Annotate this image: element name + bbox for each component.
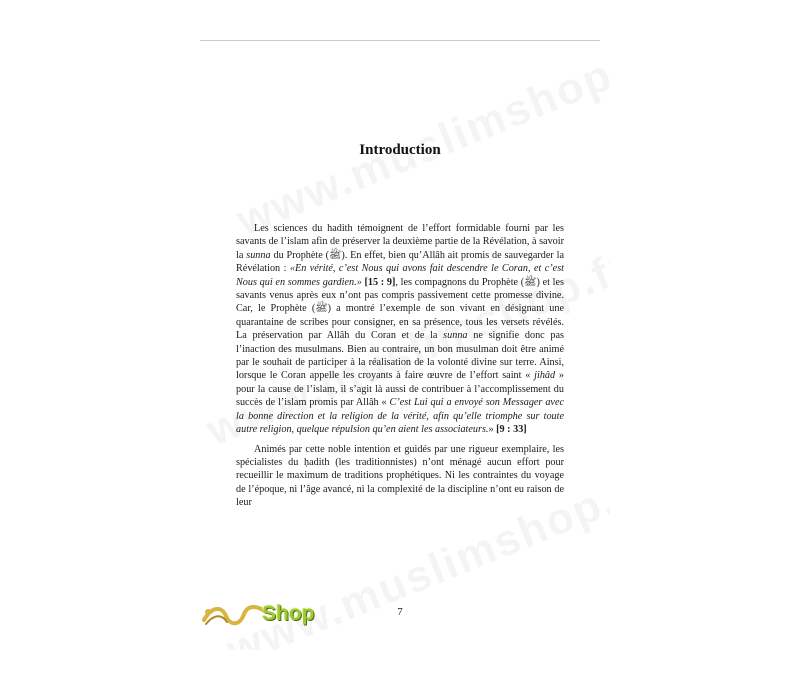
- italic-text: sunna: [443, 330, 468, 342]
- page-title: Introduction: [359, 142, 441, 158]
- text-run: du Prophète (ﷺ). En effet, bien qu’Allâh ait promis de sauvegarder la Révélation :: [236, 249, 565, 275]
- text-run: Les sciences du hadith témoignent de l’effort formidable fourni par les savants de l’islam afin de préserver la deuxième partie de la Révélation, à savoir la: [236, 223, 564, 261]
- paragraph: [236, 443, 564, 510]
- text-run: Animés par cette noble intention et guidés par une rigueur exemplaire, les spécialistes du ḥadith (les traditionnistes) n’ont ménagé aucun effort pour recueillir le maximum de traditions prophétiques. Ni les contraintes du voyage de l’époque, ni l’âge avancé, ni la complexité de la discipline n’ont eu raison de leur: [236, 443, 564, 509]
- top-rule: [200, 40, 600, 41]
- page-number: 7: [397, 606, 403, 618]
- text-run: » pour la cause de l’islam, il s’agit là aussi de contribuer à l’accomplissement du succès de l’islam promis par Allâh «: [236, 370, 565, 409]
- text-run: , les compagnons du Prophète (ﷺ) et les savants venus après eux n’ont pas compris passivement cette promesse divine. Car, le Prophète (ﷺ) a montré l’exemple de son vivant en désignant une quarantaine de scribes pour consigner, en sa présence, tous les versets révélés. La préservation par Allâh du Coran et de la: [236, 276, 565, 342]
- swirl-icon: [200, 600, 270, 634]
- body-text: [236, 222, 564, 510]
- shop-logo: [200, 598, 330, 638]
- italic-text: «En vérité, c’est Nous qui avons fait descendre le Coran, et c’est Nous qui en sommes gardien.»: [236, 263, 564, 288]
- verse-reference: [15 : 9]: [364, 276, 396, 288]
- italic-text: jihâd: [534, 370, 556, 382]
- italic-text: sunna: [246, 249, 271, 261]
- text-run: »: [488, 424, 497, 436]
- italic-text: C’est Lui qui a envoyé son Messager avec la bonne direction et la religion de la vérité, afin qu’elle triomphe sur toute autre religion, quelque répulsion qu’en aient les associateurs.: [236, 397, 564, 436]
- text-run: ne signifie donc pas l’inaction des musulmans. Bien au contraire, un bon musulman doit être animé par le souhait de participer à la réalisation de la volonté divine sur terre. Ainsi, lorsque le Coran appelle les croyants à faire œuvre de l’effort saint «: [236, 330, 564, 382]
- verse-reference: [9 : 33]: [496, 424, 527, 436]
- paragraph: [236, 222, 564, 437]
- logo-text: Shop: [262, 602, 315, 625]
